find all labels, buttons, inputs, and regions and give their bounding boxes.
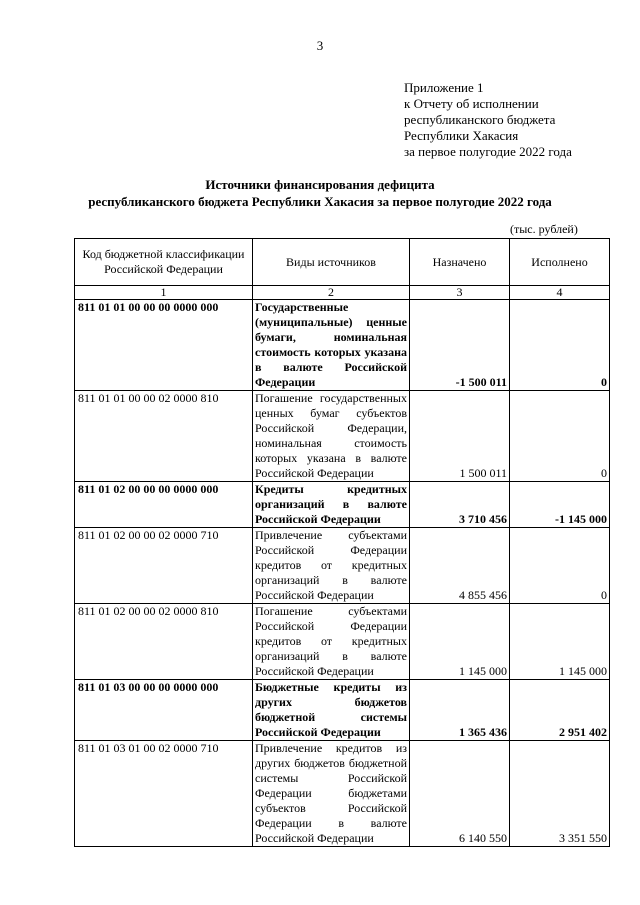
row-executed: 0 <box>510 528 610 604</box>
title-line-1: Источники финансирования дефицита <box>205 177 435 192</box>
financing-sources-table <box>74 238 610 847</box>
column-number-row <box>75 286 610 300</box>
column-number: 1 <box>75 286 253 300</box>
row-assigned: 1 145 000 <box>410 604 510 680</box>
column-number: 4 <box>510 286 610 300</box>
table-row <box>75 482 610 528</box>
header-code: Код бюджетной классификации Российской Федерации <box>75 239 253 286</box>
appendix-note <box>404 80 572 160</box>
row-name: Кредиты кредитных организаций в валюте Российской Федерации <box>253 482 410 528</box>
appendix-line: Приложение 1 <box>404 80 484 95</box>
table-row <box>75 604 610 680</box>
row-code: 811 01 02 00 00 02 0000 710 <box>75 528 253 604</box>
page-number: 3 <box>316 38 324 53</box>
row-executed: 1 145 000 <box>510 604 610 680</box>
row-code: 811 01 01 00 00 02 0000 810 <box>75 391 253 482</box>
row-name: Погашение субъектами Российской Федерации кредитов от кредитных организаций в валюте Российской Федерации <box>253 604 410 680</box>
appendix-line: за первое полугодие 2022 года <box>404 144 572 159</box>
column-number: 2 <box>253 286 410 300</box>
row-executed: -1 145 000 <box>510 482 610 528</box>
appendix-line: к Отчету об исполнении <box>404 96 539 111</box>
title-line-2: республиканского бюджета Республики Хакасия за первое полугодие 2022 года <box>88 194 552 209</box>
table-row <box>75 680 610 741</box>
table-row <box>75 300 610 391</box>
row-assigned: 6 140 550 <box>410 741 510 847</box>
row-code: 811 01 02 00 00 02 0000 810 <box>75 604 253 680</box>
row-assigned: 1 500 011 <box>410 391 510 482</box>
table-row <box>75 391 610 482</box>
row-executed: 0 <box>510 391 610 482</box>
row-code: 811 01 01 00 00 00 0000 000 <box>75 300 253 391</box>
table-row <box>75 528 610 604</box>
appendix-line: республиканского бюджета <box>404 112 556 127</box>
header-assigned: Назначено <box>410 239 510 286</box>
table-row <box>75 741 610 847</box>
row-code: 811 01 03 01 00 02 0000 710 <box>75 741 253 847</box>
row-code: 811 01 02 00 00 00 0000 000 <box>75 482 253 528</box>
row-assigned: 3 710 456 <box>410 482 510 528</box>
units-label: (тыс. рублей) <box>510 222 578 236</box>
row-name: Погашение государственных ценных бумаг субъектов Российской Федерации, номинальная стоимость которых указана в валюте Российской Федерации <box>253 391 410 482</box>
row-name: Бюджетные кредиты из других бюджетов бюджетной системы Российской Федерации <box>253 680 410 741</box>
row-code: 811 01 03 00 00 00 0000 000 <box>75 680 253 741</box>
document-title <box>0 176 640 210</box>
row-name: Государственные (муниципальные) ценные бумаги, номинальная стоимость которых указана в валюте Российской Федерации <box>253 300 410 391</box>
header-type: Виды источников <box>253 239 410 286</box>
row-executed: 2 951 402 <box>510 680 610 741</box>
row-name: Привлечение субъектами Российской Федерации кредитов от кредитных организаций в валюте Российской Федерации <box>253 528 410 604</box>
row-name: Привлечение кредитов из других бюджетов бюджетной системы Российской Федерации бюджетами субъектов Российской Федерации в валюте Российской Федерации <box>253 741 410 847</box>
header-executed: Исполнено <box>510 239 610 286</box>
table-header-row <box>75 239 610 286</box>
row-assigned: 1 365 436 <box>410 680 510 741</box>
row-executed: 3 351 550 <box>510 741 610 847</box>
row-assigned: -1 500 011 <box>410 300 510 391</box>
row-executed: 0 <box>510 300 610 391</box>
column-number: 3 <box>410 286 510 300</box>
row-assigned: 4 855 456 <box>410 528 510 604</box>
appendix-line: Республики Хакасия <box>404 128 519 143</box>
